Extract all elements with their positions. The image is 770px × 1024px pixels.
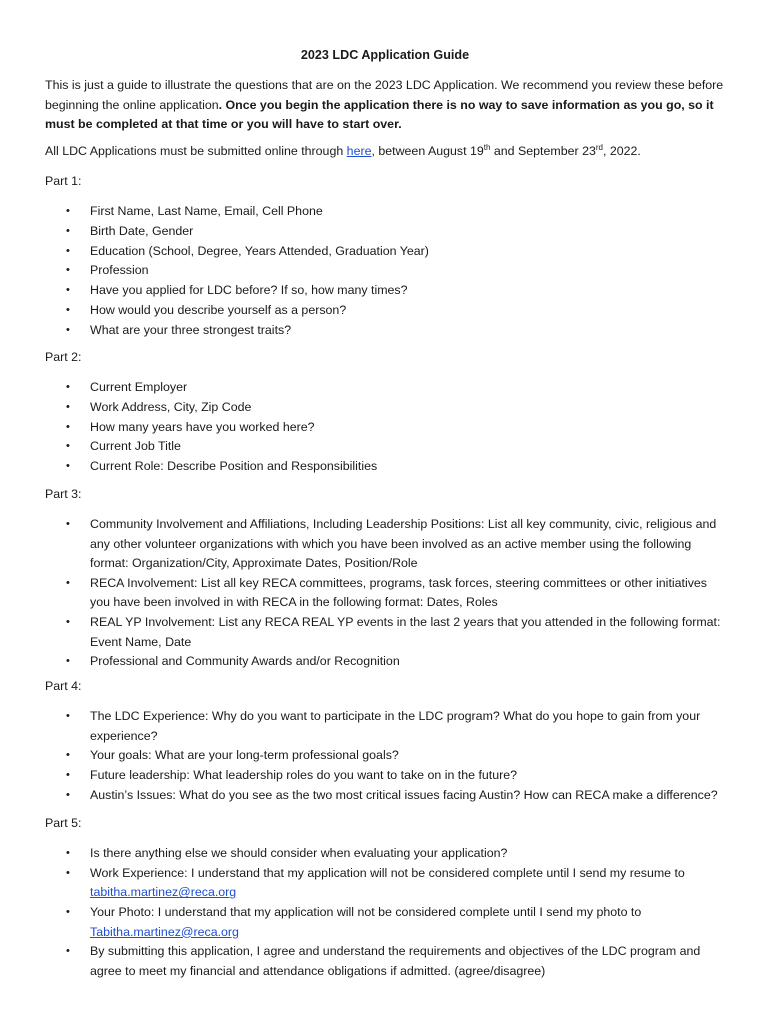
item-text: What are your three strongest traits?	[90, 322, 292, 337]
item-text: Current Role: Describe Position and Responsibilities	[90, 459, 378, 474]
page-title: 2023 LDC Application Guide	[300, 48, 470, 62]
item-text: Current Job Title	[90, 439, 181, 454]
submission-prefix: All LDC Applications must be submitted online through	[45, 144, 347, 158]
list-item	[0, 844, 770, 864]
list-item	[0, 281, 770, 301]
part-3-list	[0, 515, 770, 672]
part-2-list	[0, 378, 770, 477]
list-item	[0, 786, 770, 806]
list-item	[0, 202, 770, 222]
bullet-icon: •	[66, 906, 70, 919]
item-text: By submitting this application, I agree and understand the requirements and objectives of the LDC program and agree to meet my financial and attendance obligations if admitted. (agree/disagree)	[90, 944, 701, 978]
item-text: Current Employer	[90, 380, 188, 394]
item-text: Work Address, City, Zip Code	[90, 399, 252, 414]
list-item	[0, 574, 770, 613]
submission-date-start: , between August 19	[371, 144, 484, 158]
item-text: Your goals: What are your long-term professional goals?	[90, 748, 399, 763]
item-text: Is there anything else we should consider when evaluating your application?	[90, 846, 508, 860]
list-item	[0, 222, 770, 242]
part-1-list	[0, 202, 770, 340]
list-item	[0, 242, 770, 262]
list-item	[0, 864, 770, 903]
list-item	[0, 515, 770, 574]
bullet-icon: •	[66, 224, 70, 237]
part-4-label: Part 4:	[45, 679, 82, 693]
item-text: Education (School, Degree, Years Attended, Graduation Year)	[90, 243, 429, 258]
bullet-icon: •	[66, 518, 70, 530]
bullet-icon: •	[66, 749, 70, 762]
part-1-label: Part 1:	[45, 174, 82, 188]
list-item	[0, 457, 770, 477]
part-2-label: Part 2:	[45, 350, 82, 364]
ordinal-suffix: rd	[595, 143, 603, 152]
bullet-icon: •	[66, 576, 70, 589]
submission-year: , 2022.	[602, 144, 641, 158]
email-link-photo[interactable]: Tabitha.martinez@reca.org	[90, 924, 239, 939]
list-item	[0, 766, 770, 786]
bullet-icon: •	[66, 945, 70, 958]
list-item	[0, 418, 770, 438]
item-text: The LDC Experience: Why do you want to participate in the LDC program? What do you hope to gain from your experience?	[90, 709, 701, 743]
bullet-icon: •	[66, 205, 70, 217]
item-text: Birth Date, Gender	[90, 223, 194, 238]
bullet-icon: •	[66, 460, 70, 473]
submission-date-end: and September 23	[490, 144, 596, 158]
email-link-resume[interactable]: tabitha.martinez@reca.org	[90, 885, 237, 900]
item-text: RECA Involvement: List all key RECA committees, programs, task forces, steering committees or other initiatives you have been involved in with RECA in the following format: Dates, Roles	[90, 575, 708, 610]
bullet-icon: •	[66, 400, 70, 413]
bullet-icon: •	[66, 866, 70, 879]
item-text: How would you describe yourself as a person?	[90, 302, 347, 317]
list-item	[0, 321, 770, 341]
item-text: Community Involvement and Affiliations, Including Leadership Positions: List all key community, civic, religious and any other volunteer organizations with which you have been involved as an active member using the following format: Organization/City, Approximate Dates, Position/Role	[90, 517, 717, 570]
bullet-icon: •	[66, 420, 70, 433]
bullet-icon: •	[66, 264, 70, 277]
bullet-icon: •	[66, 788, 70, 801]
bullet-icon: •	[66, 655, 70, 668]
list-item	[0, 301, 770, 321]
list-item	[0, 398, 770, 418]
bullet-icon: •	[66, 323, 70, 336]
list-item	[0, 707, 770, 746]
part-3-label: Part 3:	[45, 487, 82, 501]
intro-warning: . Once you begin the application there is no way to save information as you go, so it must be completed at that time or you will have to start over.	[45, 97, 714, 131]
list-item	[0, 903, 770, 942]
item-text: Work Experience: I understand that my application will not be considered complete until I send my resume to	[90, 865, 685, 880]
bullet-icon: •	[66, 440, 70, 453]
item-text: Future leadership: What leadership roles do you want to take on in the future?	[90, 768, 518, 783]
part-4-list	[0, 707, 770, 805]
list-item	[0, 378, 770, 398]
item-text: Have you applied for LDC before? If so, how many times?	[90, 283, 408, 298]
item-text: REAL YP Involvement: List any RECA REAL YP events in the last 2 years that you attended in the following format: Event Name, Date	[90, 615, 721, 649]
intro-paragraph	[45, 76, 735, 135]
bullet-icon: •	[66, 244, 70, 257]
bullet-icon: •	[66, 769, 70, 782]
list-item	[0, 261, 770, 281]
item-text: Profession	[90, 263, 149, 278]
bullet-icon: •	[66, 710, 70, 722]
application-link[interactable]: here	[346, 144, 372, 158]
item-text: First Name, Last Name, Email, Cell Phone	[90, 204, 323, 218]
bullet-icon: •	[66, 616, 70, 629]
bullet-icon: •	[66, 303, 70, 316]
item-text: How many years have you worked here?	[90, 419, 315, 434]
ordinal-suffix: th	[483, 143, 491, 152]
bullet-icon: •	[66, 284, 70, 297]
list-item	[0, 746, 770, 766]
submission-paragraph	[45, 142, 735, 162]
list-item	[0, 942, 770, 981]
part-5-list	[0, 844, 770, 981]
bullet-icon: •	[66, 381, 70, 393]
list-item	[0, 652, 770, 672]
intro-text: This is just a guide to illustrate the questions that are on the 2023 LDC Application. We recommend you review these before beginning the online application	[45, 78, 724, 112]
list-item	[0, 437, 770, 457]
item-text: Austin’s Issues: What do you see as the two most critical issues facing Austin? How can RECA make a difference?	[90, 787, 718, 802]
list-item	[0, 613, 770, 652]
bullet-icon: •	[66, 847, 70, 859]
item-text: Your Photo: I understand that my application will not be considered complete until I send my photo to	[90, 905, 642, 920]
part-5-label: Part 5:	[45, 816, 82, 830]
item-text: Professional and Community Awards and/or Recognition	[90, 654, 400, 669]
